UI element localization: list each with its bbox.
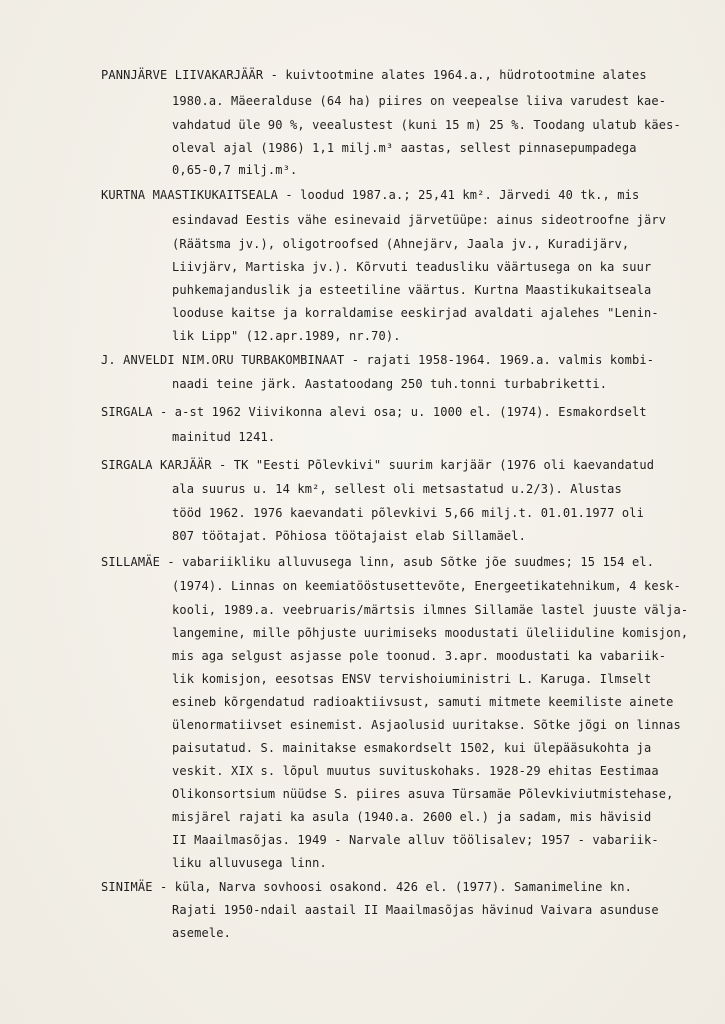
entry-line: ala suurus u. 14 km², sellest oli metsastatud u.2/3). Alustas [172, 482, 622, 496]
entry-line: KURTNA MAASTIKUKAITSEALA - loodud 1987.a.; 25,41 km². Järvedi 40 tk., mis [101, 188, 640, 202]
entry-line: veskit. XIX s. lõpul muutus suvituskohaks. 1928-29 ehitas Eestimaa [172, 764, 659, 778]
entry-line: 1980.a. Mäeeralduse (64 ha) piires on veepealse liiva varudest kae- [172, 94, 667, 108]
entry-line: ülenormatiivset esinemist. Asjaolusid uuritakse. Sõtke jõgi on linnas [172, 718, 681, 732]
entry-line: Olikonsortsium nüüdse S. piires asuva Türsamäe Põlevkiviutmistehase, [172, 787, 674, 801]
entry-line: esindavad Eestis vähe esinevaid järvetüüpe: ainus sideotroofne järv [172, 213, 667, 227]
entry-line: 0,65-0,7 milj.m³. [172, 163, 298, 177]
entry-line: langemine, mille põhjuste uurimiseks moodustati üleliiduline komisjon, [172, 626, 689, 640]
entry-line: liku alluvusega linn. [172, 856, 327, 870]
entry-line: paisutatud. S. mainitakse esmakordselt 1502, kui ülepääsukohta ja [172, 741, 652, 755]
entry-line: SINIMÄE - küla, Narva sovhoosi osakond. 426 el. (1977). Samanimeline kn. [101, 880, 632, 894]
entry-line: J. ANVELDI NIM.ORU TURBAKOMBINAAT - rajati 1958-1964. 1969.a. valmis kombi- [101, 353, 655, 367]
entry-line: Rajati 1950-ndail aastail II Maailmasõjas hävinud Vaivara asunduse [172, 903, 659, 917]
entry-line: PANNJÄRVE LIIVAKARJÄÄR - kuivtootmine alates 1964.a., hüdrotootmine alates [101, 68, 647, 82]
entry-line: puhkemajanduslik ja esteetiline väärtus. Kurtna Maastikukaitseala [172, 283, 652, 297]
entry-line: 807 töötajat. Põhiosa töötajaist elab Sillamäel. [172, 529, 526, 543]
entry-line: oleval ajal (1986) 1,1 milj.m³ aastas, sellest pinnasepumpadega [172, 141, 637, 155]
entry-line: vahdatud üle 90 %, veealustest (kuni 15 m) 25 %. Toodang ulatub käes- [172, 118, 681, 132]
entry-line: Liivjärv, Martiska jv.). Kõrvuti teadusliku väärtusega on ka suur [172, 260, 652, 274]
entry-line: (Räätsma jv.), oligotroofsed (Ahnejärv, Jaala jv., Kuradijärv, [172, 237, 630, 251]
entry-line: looduse kaitse ja korraldamise eeskirjad avaldati ajalehes "Lenin- [172, 306, 659, 320]
entry-line: mis aga selgust asjasse pole toonud. 3.apr. moodustati ka vabariik- [172, 649, 667, 663]
entry-line: lik komisjon, eesotsas ENSV tervishoiuministri L. Karuga. Ilmselt [172, 672, 652, 686]
entry-line: kooli, 1989.a. veebruaris/märtsis ilmnes Sillamäe lastel juuste välja- [172, 603, 689, 617]
entry-line: naadi teine järk. Aastatoodang 250 tuh.tonni turbabriketti. [172, 377, 608, 391]
entry-line: SILLAMÄE - vabariikliku alluvusega linn, asub Sõtke jõe suudmes; 15 154 el. [101, 555, 655, 569]
entry-line: SIRGALA - a-st 1962 Viivikonna alevi osa; u. 1000 el. (1974). Esmakordselt [101, 405, 647, 419]
entry-line: lik Lipp" (12.apr.1989, nr.70). [172, 329, 401, 343]
entry-line: asemele. [172, 926, 231, 940]
entry-line: (1974). Linnas on keemiatööstusettevõte, Energeetikatehnikum, 4 kesk- [172, 579, 681, 593]
entry-line: esineb kõrgendatud radioaktiivsust, samuti mitmete keemiliste ainete [172, 695, 674, 709]
entry-line: II Maailmasõjas. 1949 - Narvale alluv töölisalev; 1957 - vabariik- [172, 833, 659, 847]
entry-line: SIRGALA KARJÄÄR - TK "Eesti Põlevkivi" suurim karjäär (1976 oli kaevandatud [101, 458, 655, 472]
entry-line: tööd 1962. 1976 kaevandati põlevkivi 5,66 milj.t. 01.01.1977 oli [172, 506, 644, 520]
entry-line: mainitud 1241. [172, 430, 276, 444]
entry-line: misjärel rajati ka asula (1940.a. 2600 el.) ja sadam, mis hävisid [172, 810, 652, 824]
